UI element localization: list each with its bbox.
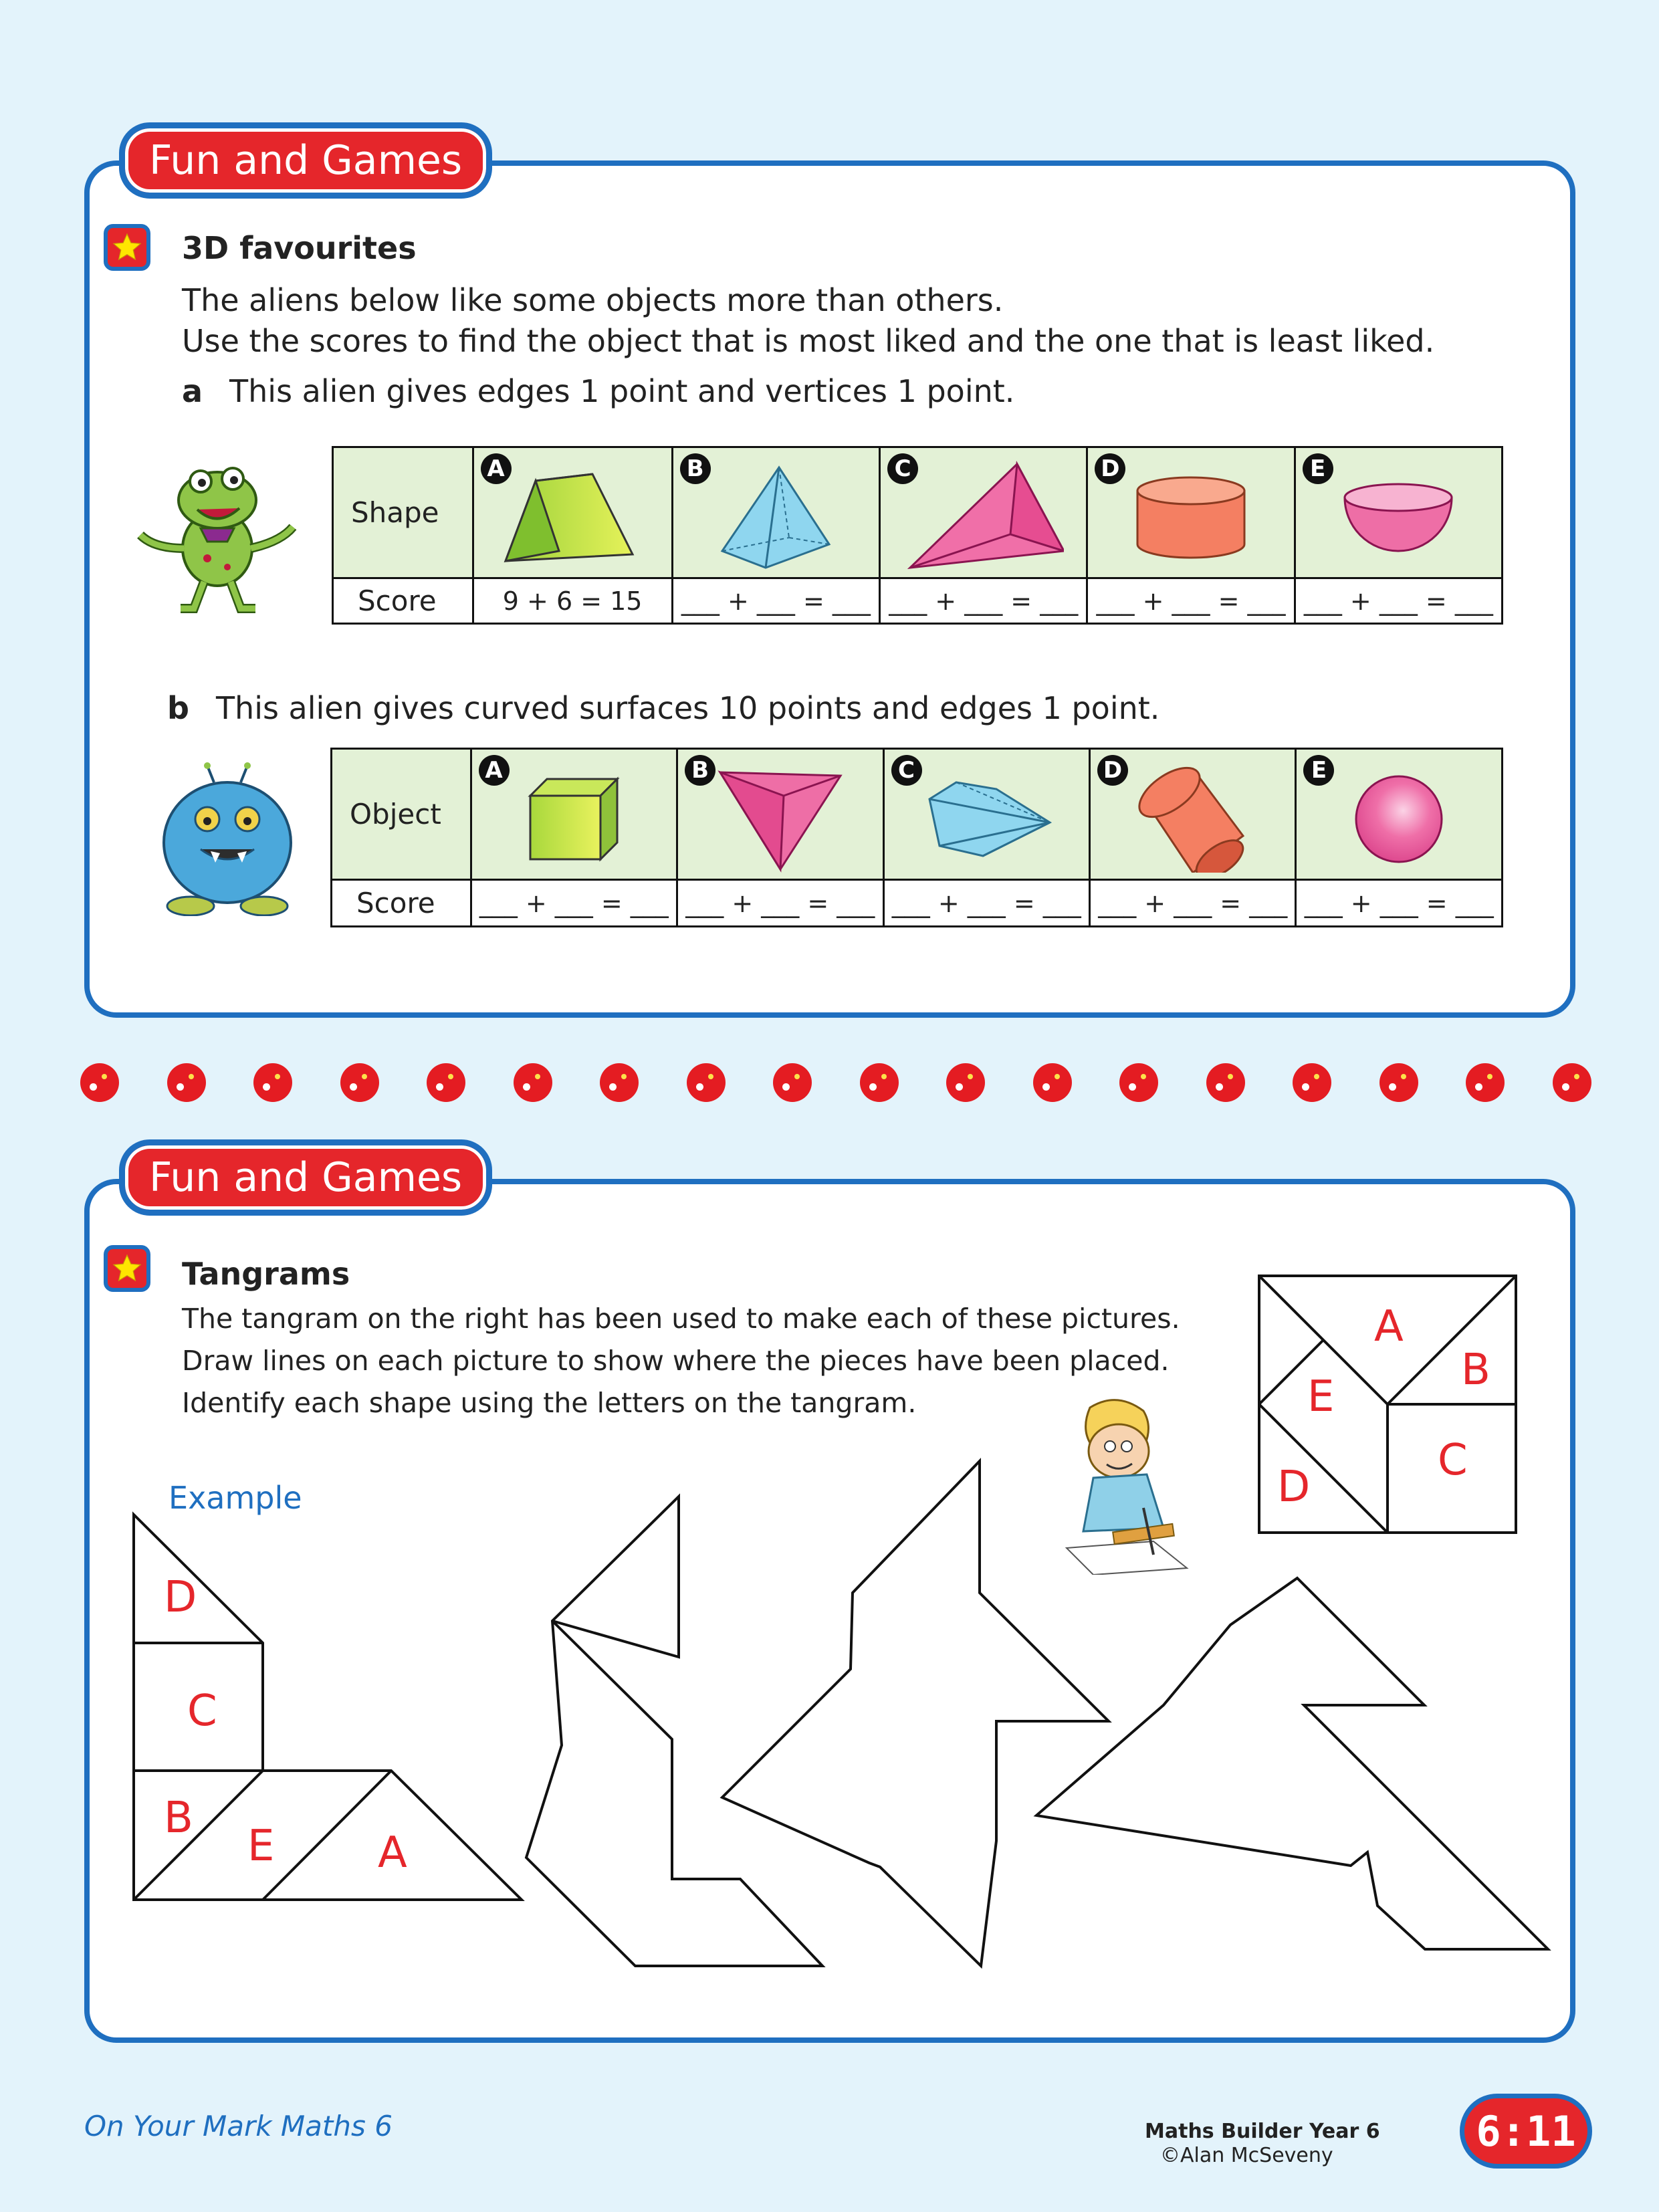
score-a-4: ___ + ___ = ___ (1295, 578, 1502, 624)
star-icon (104, 1245, 150, 1292)
sphere-icon (1352, 772, 1446, 866)
square-pyramid-icon (712, 464, 839, 571)
score-b-1: ___ + ___ = ___ (677, 880, 883, 927)
shape-cell-d (1087, 447, 1295, 578)
key-letter-b: B (1461, 1345, 1490, 1395)
tangram-line-2: Draw lines on each picture to show where the pieces have been placed. (182, 1345, 1170, 1377)
footer-series: On Your Mark Maths 6 (84, 2110, 393, 2142)
example-letter-c: C (187, 1686, 217, 1736)
badge-b: B (680, 453, 711, 484)
key-letter-d: D (1277, 1462, 1311, 1512)
pentagonal-pyramid-icon (919, 772, 1053, 866)
score-b-4: ___ + ___ = ___ (1296, 880, 1503, 927)
star-icon (104, 224, 150, 271)
score-a-0: 9 + 6 = 15 (473, 578, 672, 624)
badge-a: A (481, 453, 512, 484)
score-a-3: ___ + ___ = ___ (1087, 578, 1295, 624)
dot-divider (80, 1063, 1591, 1103)
intro-line-2: Use the scores to find the object that is most liked and the one that is least liked. (182, 323, 1435, 359)
badge-d: D (1095, 453, 1125, 484)
key-letter-c: C (1438, 1436, 1468, 1485)
footer-book: Maths Builder Year 6 (1145, 2120, 1380, 2143)
score-a-1: ___ + ___ = ___ (672, 578, 879, 624)
example-letter-b: B (164, 1793, 193, 1843)
score-b-2: ___ + ___ = ___ (883, 880, 1089, 927)
inverted-pyramid-icon (717, 766, 844, 873)
triangular-pyramid-icon (903, 461, 1064, 574)
example-letter-d: D (164, 1573, 197, 1622)
row-head-shape: Shape (333, 447, 473, 578)
triangular-prism-icon (499, 467, 646, 568)
footer-copyright: ©Alan McSeveny (1160, 2144, 1333, 2167)
score-b-3: ___ + ___ = ___ (1089, 880, 1295, 927)
key-letter-e: E (1307, 1372, 1335, 1422)
example-letter-e: E (247, 1821, 275, 1871)
object-cell-a (471, 749, 677, 880)
tangram-line-1: The tangram on the right has been used to make each of these pictures. (182, 1303, 1180, 1335)
fun-and-games-tab-1: Fun and Games (119, 122, 492, 199)
key-letter-a: A (1374, 1302, 1404, 1351)
tilted-cylinder-icon (1133, 766, 1253, 873)
hemisphere-icon (1341, 481, 1455, 554)
tangram-line-3: Identify each shape using the letters on the tangram. (182, 1387, 917, 1419)
badge-e: E (1303, 755, 1334, 786)
intro-line-1: The aliens below like some objects more than others. (182, 282, 1004, 318)
badge-d: D (1097, 755, 1128, 786)
section-title-3d-favourites: 3D favourites (182, 230, 417, 266)
badge-e: E (1303, 453, 1333, 484)
shape-cell-a (473, 447, 672, 578)
badge-a: A (479, 755, 510, 786)
tangram-puzzle-3 (1036, 1578, 1548, 1949)
example-letter-a: A (378, 1828, 407, 1878)
score-head-b: Score (332, 880, 471, 927)
section-title-tangrams: Tangrams (182, 1256, 350, 1292)
row-head-object: Object (332, 749, 471, 880)
table-part-b (330, 748, 1503, 927)
example-label: Example (169, 1480, 302, 1516)
tangram-puzzle-1 (526, 1497, 822, 1966)
fun-and-games-tab-2: Fun and Games (119, 1139, 492, 1216)
badge-c: C (887, 453, 918, 484)
badge-b: B (685, 755, 715, 786)
tangram-puzzle-2 (722, 1461, 1109, 1966)
score-b-0: ___ + ___ = ___ (471, 880, 677, 927)
cylinder-icon (1134, 474, 1248, 561)
object-cell-b (677, 749, 883, 880)
tangram-puzzles (127, 1451, 1571, 1986)
part-b-instruction: b This alien gives curved surfaces 10 points and edges 1 point. (167, 690, 1160, 726)
cube-icon (524, 772, 624, 866)
part-a-instruction: a This alien gives edges 1 point and vertices 1 point. (182, 373, 1015, 409)
score-a-2: ___ + ___ = ___ (880, 578, 1087, 624)
score-head-a: Score (333, 578, 473, 624)
badge-c: C (891, 755, 922, 786)
shape-cell-b (672, 447, 879, 578)
page-number-badge: 6:11 (1460, 2094, 1592, 2169)
table-part-a (332, 446, 1503, 625)
shape-cell-c (880, 447, 1087, 578)
green-alien-illustration (134, 448, 301, 615)
blue-monster-illustration (154, 762, 301, 916)
shape-cell-e (1295, 447, 1502, 578)
object-cell-c (883, 749, 1089, 880)
object-cell-e (1296, 749, 1503, 880)
object-cell-d (1089, 749, 1295, 880)
